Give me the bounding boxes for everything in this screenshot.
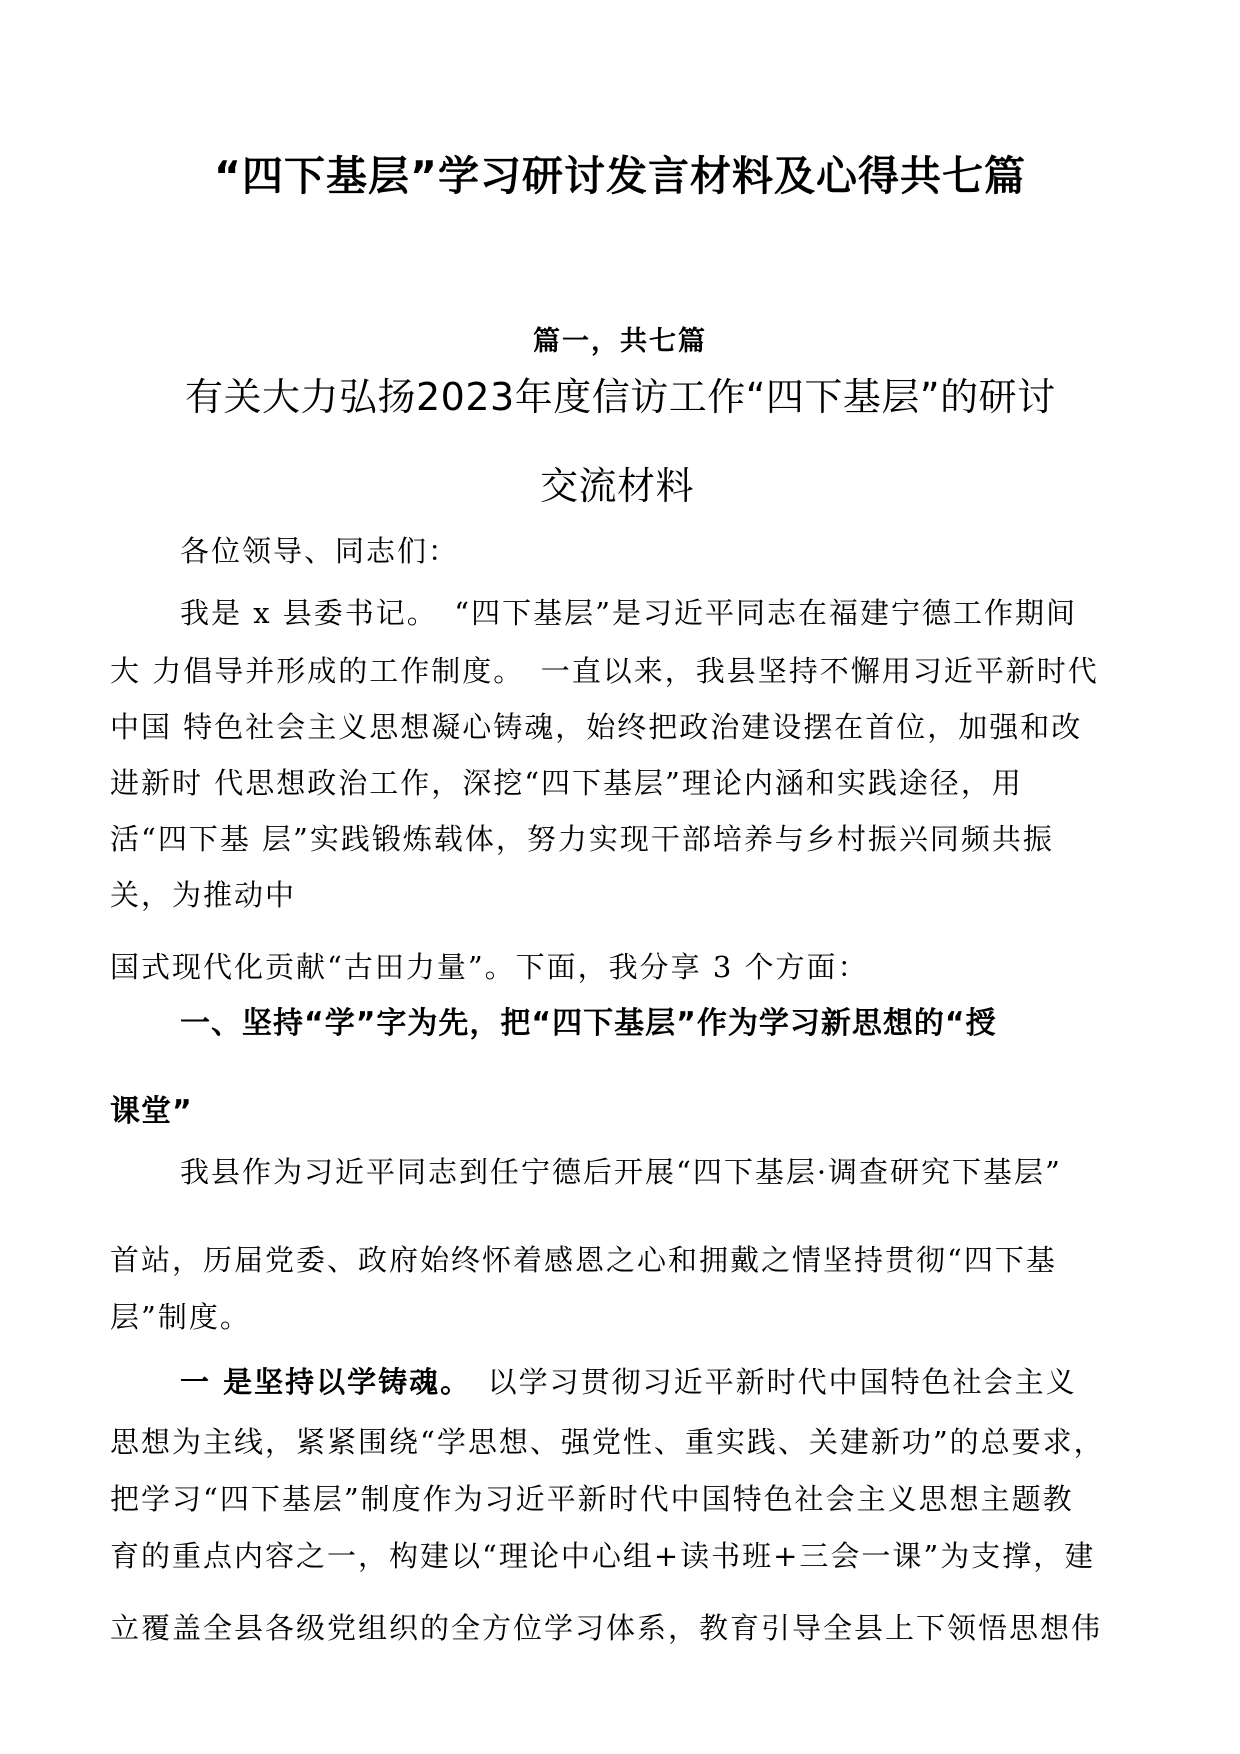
paragraph-line: 活“四下基 层”实践锻炼载体，努力实现干部培养与乡村振兴同频共振 (110, 822, 1054, 856)
paragraph-line: 我是 x 县委书记。 “四下基层”是习近平同志在福建宁德工作期间 (180, 596, 1077, 630)
paragraph-line: 立覆盖全县各级党组织的全方位学习体系，教育引导全县上下领悟思想伟 (110, 1611, 1103, 1645)
paragraph-line: 关，为推动中 (110, 878, 297, 912)
section-heading-line-2: 课堂” (110, 1094, 193, 1129)
paragraph-line: 把学习“四下基层”制度作为习近平新时代中国特色社会主义思想主题教 (110, 1482, 1074, 1516)
paragraph-line: 首站，历届党委、政府始终怀着感恩之心和拥戴之情坚持贯彻“四下基 (110, 1243, 1057, 1277)
paragraph-line: 思想为主线，紧紧围绕“学思想、强党性、重实践、关建新功”的总要求， (110, 1425, 1105, 1459)
point-text: 以学习贯彻习近平新时代中国特色社会主义 (456, 1365, 1077, 1399)
paragraph-line: 进新时 代思想政治工作，深挖“四下基层”理论内涵和实践途径，用 (110, 766, 1023, 800)
paragraph-line: 大 力倡导并形成的工作制度。 一直以来，我县坚持不懈用习近平新时代 (110, 654, 1099, 688)
paragraph-line (180, 1365, 1077, 1399)
subtitle-line-1: 有关大力弘扬2023年度信访工作“四下基层”的研讨 (185, 375, 1056, 419)
paragraph-line: 国式现代化贡献“古田力量”。下面，我分享 3 个方面： (110, 950, 869, 984)
paragraph-line: 育的重点内容之一，构建以“理论中心组+读书班+三会一课”为支撑，建 (110, 1539, 1096, 1573)
section-heading-line-1: 一、坚持“学”字为先，把“四下基层”作为学习新思想的“授 (180, 1006, 997, 1041)
point-lead: 一 是坚持以学铸魂。 (180, 1365, 457, 1399)
paragraph-line: 我县作为习近平同志到任宁德后开展“四下基层·调查研究下基层” (180, 1155, 1062, 1189)
subtitle-line-2: 交流材料 (540, 464, 695, 508)
document-title: “四下基层”学习研讨发言材料及心得共七篇 (214, 152, 1026, 200)
part-label: 篇一，共七篇 (533, 326, 707, 357)
paragraph-line: 层”制度。 (110, 1300, 251, 1334)
greeting: 各位领导、同志们： (180, 534, 460, 568)
paragraph-line: 中国 特色社会主义思想凝心铸魂，始终把政治建设摆在首位，加强和改 (110, 710, 1083, 744)
